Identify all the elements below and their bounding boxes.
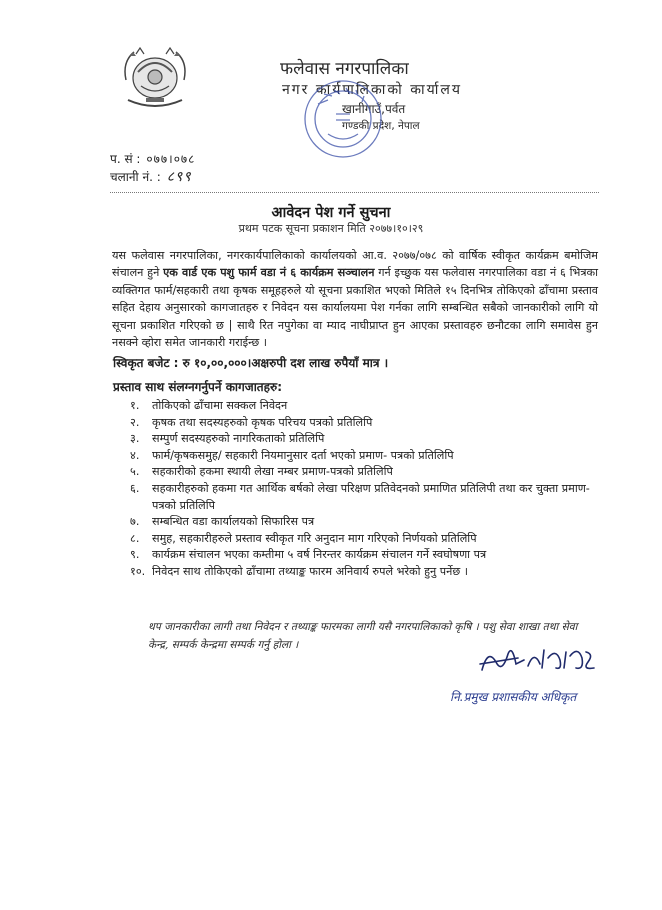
approved-budget: स्विकृत बजेट : रु १०,००,०००।अक्षरुपी दश लाख रुपैयाँ मात्र ।	[113, 356, 389, 370]
documents-heading: प्रस्ताव साथ संलग्नगर्नुपर्ने कागजातहरु:	[113, 380, 282, 394]
list-item-text: सहकारीको हकमा स्थायी लेखा नम्बर प्रमाण-पत्रको प्रतिलिपि	[152, 465, 393, 479]
reference-block	[110, 150, 195, 186]
chalani-value: ८९९	[166, 169, 192, 185]
ps-label: प. सं :	[110, 152, 141, 166]
officer-title: नि.प्रमुख प्रशासकीय अधिकृत	[450, 690, 577, 704]
list-item-number: १०.	[130, 564, 146, 578]
list-item-text: सहकारीहरुको हकमा गत आर्थिक बर्षको लेखा परिक्षण प्रतिवेदनको प्रमाणित प्रतिलिपी तथा कर चुक्ता प्रमाण-पत्रको प्रतिलिपि	[152, 481, 590, 512]
office-subtitle: नगर कार्यपालिकाको कार्यालय	[282, 82, 462, 98]
list-item	[130, 398, 600, 415]
chalani-label: चलानी नं. :	[110, 170, 161, 184]
notice-subtitle: प्रथम पटक सूचना प्रकाशन मिति २०७७।१०।२९	[238, 222, 424, 235]
office-seal-stamp	[298, 74, 388, 164]
notice-body	[112, 247, 598, 351]
list-item-text: तोकिएको ढाँचामा सक्कल निवेदन	[152, 399, 288, 412]
list-item-text: कार्यक्रम संचालन भएका कम्तीमा ५ वर्ष निरन्तर कार्यक्रम संचालन गर्ने स्वघोषणा पत्र	[152, 548, 487, 562]
list-item-text: कृषक तथा सदस्यहरुको कृषक परिचय पत्रको प्रतिलिपि	[152, 415, 373, 429]
list-item-number: ८.	[130, 531, 140, 545]
ps-line	[110, 150, 195, 168]
documents-list	[130, 398, 600, 581]
list-item-text: फार्म/कृषकसमुह/ सहकारी नियमानुसार दर्ता भएको प्रमाण- पत्रको प्रतिलिपि	[152, 448, 454, 462]
list-item	[130, 415, 600, 432]
contact-note: थप जानकारीका लागी तथा निवेदन र तथ्याङ्क फारमका लागी यसै नगरपालिकाको कृषि । पशु सेवा शाखा तथा सेवा केन्द्र, सम्पर्क केन्द्रमा सम्पर्क गर्नु होला ।	[148, 621, 578, 651]
list-item-text: सम्बन्धित वडा कार्यालयको सिफारिस पत्र	[152, 515, 315, 529]
list-item-text: सम्पुर्ण सदस्यहरुको नागरिकताको प्रतिलिपि	[152, 432, 325, 446]
notice-body-highlight: एक वार्ड एक पशु फार्म वडा नं ६ कार्यक्रम सञ्चालन	[163, 266, 375, 280]
list-item	[130, 564, 600, 581]
divider	[110, 192, 599, 193]
ps-value: ०७७।०७८	[146, 152, 196, 166]
notice-body-part-2: गर्न इच्छुक यस फलेवास नगरपालिका वडा नं ६ भित्रका व्यक्तिगत फार्म/सहकारी तथा कृषक समूहहरुले यो सूचना प्रकाशित भएको मितिले १५ दिनभित्र तोकिएको ढाँचामा प्रस्ताव सहित देहाय अनुसारको कागजातहरु र निवेदन यस कार्यालयमा पेश गर्नका लागि सम्बन्धित सबैको जानकारीको लागि यो सूचना प्रकाशित गरिएको छ | साथै रित नपुगेका वा म्याद नाघीप्राप्त हुन आएका प्रस्तावहरु छनौटका लागि समावेस हुन नसक्ने व्होरा समेत जानकारी गराईन्छ ।	[112, 266, 598, 350]
list-item-number: ९.	[130, 548, 140, 562]
list-item	[130, 514, 600, 531]
list-item-number: ६.	[130, 481, 140, 495]
list-item	[130, 531, 600, 548]
list-item-number: ४.	[130, 448, 140, 462]
list-item-number: २.	[130, 415, 140, 429]
list-item-number: ७.	[130, 515, 140, 529]
office-address: खानीगाउँ,पर्वत	[342, 102, 406, 116]
chalani-line	[110, 168, 195, 186]
government-emblem-icon	[116, 42, 194, 112]
list-item-number: ३.	[130, 432, 140, 446]
office-name: फलेवास नगरपालिका	[280, 59, 409, 79]
list-item-text: निवेदन साथ तोकिएको ढाँचामा तथ्याङ्क फारम अनिवार्य रुपले भरेको हुनु पर्नेछ ।	[152, 564, 468, 578]
signature	[478, 640, 598, 680]
notice-body-part-1: यस फलेवास नगरपालिका, नगरकार्यपालिकाको कार्यालयको आ.व. २०७७/०७८ को वार्षिक स्वीकृत कार्यक्रम बमोजिम संचालन हुने	[112, 249, 598, 280]
list-item-number: १.	[130, 399, 140, 412]
list-item	[130, 547, 600, 564]
list-item	[130, 464, 600, 481]
list-item-text: समुह, सहकारीहरुले प्रस्ताव स्वीकृत गरि अनुदान माग गरिएको निर्णयको प्रतिलिपि	[152, 531, 477, 545]
list-item-number: ५.	[130, 465, 140, 479]
list-item	[130, 431, 600, 448]
list-item	[130, 481, 600, 514]
notice-title: आवेदन पेश गर्ने सुचना	[271, 205, 391, 221]
list-item	[130, 448, 600, 465]
office-region: गण्डकी प्रदेश, नेपाल	[342, 120, 420, 132]
